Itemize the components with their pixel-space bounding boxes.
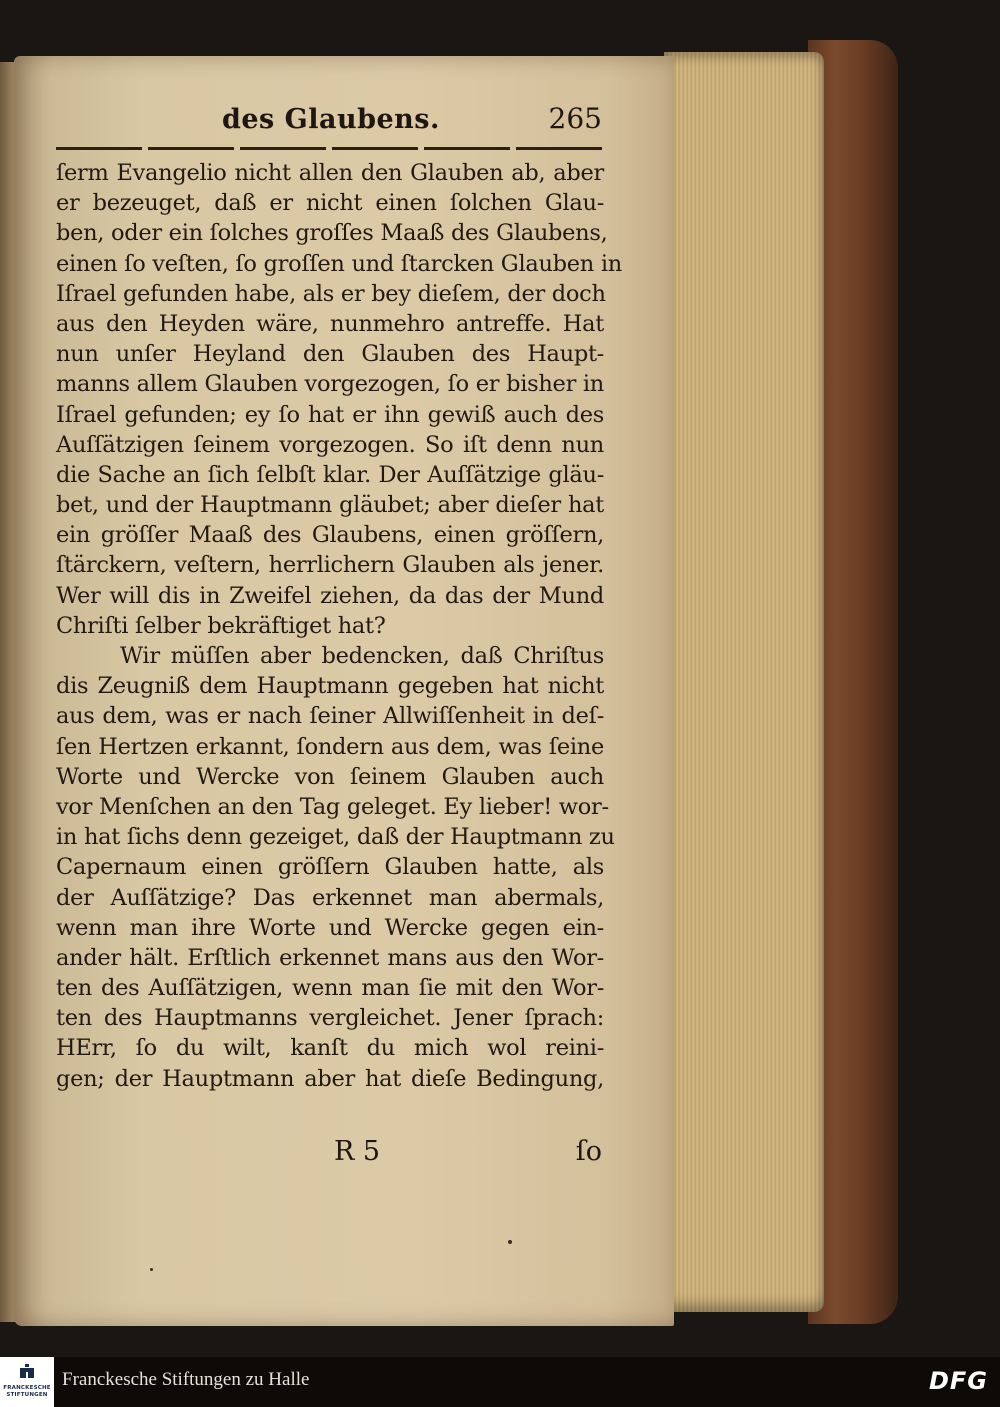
text-line: ein gröſſer Maaß des Glaubens, einen gröſſern,: [56, 522, 604, 549]
text-line: aus dem, was er nach ſeiner Allwiſſenheit in deſ-: [56, 703, 604, 730]
text-line: Capernaum einen gröſſern Glauben hatte, als: [56, 854, 604, 881]
text-line: einen ſo veſten, ſo groſſen und ſtarcken Glauben in: [56, 250, 622, 277]
text-line: manns allem Glauben vorgezogen, ſo er bisher in: [56, 371, 604, 398]
text-line: dis Zeugniß dem Hauptmann gegeben hat nicht: [56, 673, 604, 700]
text-line: ſen Hertzen erkannt, ſondern aus dem, was ſeine: [56, 733, 604, 760]
text-line: ſerm Evangelio nicht allen den Glauben ab, aber: [56, 160, 604, 186]
text-line: Iſrael gefunden; ey ſo hat er ihn gewiß auch des: [56, 401, 604, 428]
text-line: ander hält. Erſtlich erkennet mans aus den Wor-: [56, 944, 604, 971]
text-line: gen; der Hauptmann aber hat dieſe Bedingung,: [56, 1065, 604, 1092]
text-line: in hat ſichs denn gezeiget, daß der Hauptmann zu: [56, 824, 615, 851]
paper-speck: [508, 1240, 512, 1244]
text-line: Iſrael gefunden habe, als er bey dieſem, der doch: [56, 280, 606, 307]
page-header: [56, 100, 602, 140]
text-line: die Sache an ſich ſelbſt klar. Der Auſſätzige gläu-: [56, 461, 604, 488]
header-rule: [56, 147, 602, 150]
text-line: nun unſer Heyland den Glauben des Haupt-: [56, 341, 604, 368]
text-line: der Auſſätzige? Das erkennet man abermals,: [56, 884, 604, 911]
institution-name[interactable]: Franckesche Stiftungen zu Halle: [62, 1369, 310, 1390]
text-line: ben, oder ein ſolches groſſes Maaß des Glaubens,: [56, 220, 608, 247]
text-line: ten des Auſſätzigen, wenn man ſie mit den Wor-: [56, 975, 604, 1002]
page-fore-edges: [664, 52, 824, 1312]
credit-bar: [0, 1357, 1000, 1407]
text-line: Wir müſſen aber bedencken, daß Chriſtus: [120, 643, 604, 669]
text-line: ten des Hauptmanns vergleichet. Jener ſprach:: [56, 1005, 604, 1032]
institution-logo: [0, 1357, 54, 1407]
page-number: 265: [548, 102, 602, 135]
text-line: vor Menſchen an den Tag geleget. Ey lieber! wor-: [56, 793, 609, 820]
text-line: Wer will dis in Zweifel ziehen, da das der Mund: [56, 582, 604, 609]
text-line: Worte und Wercke von ſeinem Glauben auch: [56, 763, 604, 790]
text-line: bet, und der Hauptmann gläubet; aber dieſer hat: [56, 492, 604, 519]
text-line: HErr, ſo du wilt, kanſt du mich wol reini-: [56, 1035, 604, 1062]
text-line: ſtärckern, veſtern, herrlichern Glauben als jener.: [56, 552, 604, 579]
signature-mark: R 5: [334, 1136, 381, 1167]
text-line: aus den Heyden wäre, nunmehro antreffe. Hat: [56, 310, 604, 337]
paper-speck: [150, 1268, 153, 1271]
page-footer: [56, 1136, 602, 1176]
catchword: ſo: [575, 1136, 602, 1167]
text-line: Chriſti ſelber bekräftiget hat?: [56, 612, 386, 639]
text-line: Auſſätzigen ſeinem vorgezogen. So iſt denn nun: [56, 431, 604, 458]
building-icon: [18, 1363, 36, 1379]
running-title: des Glaubens.: [222, 104, 440, 135]
logo-lettering: FRANCKESCHE STIFTUNGEN: [3, 1385, 51, 1398]
body-text: [56, 158, 622, 1094]
dfg-logo[interactable]: DFG: [928, 1367, 988, 1395]
text-line: wenn man ihre Worte und Wercke gegen ein-: [56, 914, 604, 941]
text-line: er bezeuget, daß er nicht einen ſolchen Glau-: [56, 190, 604, 217]
